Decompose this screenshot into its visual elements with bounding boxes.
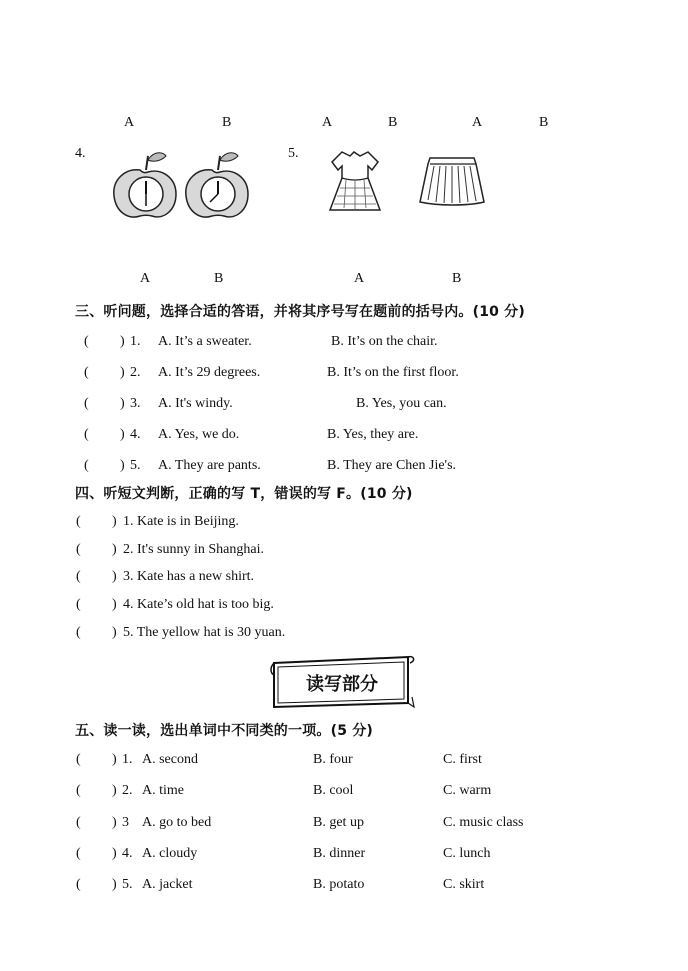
option-a: A. It's windy. [158, 396, 233, 411]
answer-paren-open[interactable]: ( [76, 752, 81, 767]
answer-paren-close: ) [112, 569, 117, 584]
answer-paren-open[interactable]: ( [76, 597, 81, 612]
answer-paren-open[interactable]: ( [84, 396, 89, 411]
listening-item [0, 365, 688, 385]
answer-paren-close: ) [112, 625, 117, 640]
option-label: A [140, 271, 151, 286]
judgement-item [0, 625, 688, 645]
statement-text: 5. The yellow hat is 30 yuan. [123, 625, 286, 640]
odd-one-out-item [0, 846, 688, 866]
answer-paren-close: ) [120, 334, 125, 349]
answer-paren-open[interactable]: ( [84, 365, 89, 380]
statement-text: 4. Kate’s old hat is too big. [123, 597, 274, 612]
answer-paren-open[interactable]: ( [76, 846, 81, 861]
statement-text: 3. Kate has a new shirt. [123, 569, 255, 584]
answer-paren-close: ) [112, 877, 117, 892]
answer-paren-close: ) [120, 365, 125, 380]
answer-paren-close: ) [112, 542, 117, 557]
answer-paren-open[interactable]: ( [76, 569, 81, 584]
option-label: B [539, 115, 549, 130]
answer-paren-close: ) [112, 514, 117, 529]
answer-paren-close: ) [112, 846, 117, 861]
item-number: 4. [122, 846, 133, 861]
answer-paren-open[interactable]: ( [84, 458, 89, 473]
item-number: 3. [130, 396, 141, 411]
option-c: C. music class [443, 815, 524, 830]
answer-paren-open[interactable]: ( [76, 542, 81, 557]
statement-text: 2. It's sunny in Shanghai. [123, 542, 264, 557]
item-number: 4. [130, 427, 141, 442]
answer-paren-open[interactable]: ( [76, 514, 81, 529]
option-b: B. They are Chen Jie's. [327, 458, 457, 473]
item-number: 2. [130, 365, 141, 380]
option-a: A. cloudy [142, 846, 198, 861]
option-a: A. They are pants. [158, 458, 261, 473]
answer-paren-close: ) [120, 396, 125, 411]
judgement-item [0, 597, 688, 617]
option-label: A [354, 271, 365, 286]
option-label: B [214, 271, 224, 286]
option-c: C. first [443, 752, 482, 767]
option-label: A [124, 115, 135, 130]
option-b: B. cool [313, 783, 354, 798]
answer-paren-open[interactable]: ( [76, 877, 81, 892]
item-number: 5. [122, 877, 133, 892]
item-number: 1. [122, 752, 133, 767]
option-label: B [452, 271, 462, 286]
apple-clock-icons [110, 150, 260, 225]
question-number: 4. [75, 146, 86, 161]
section-5-heading: 五、读一读，选出单词中不同类的一项。(5 分) [75, 723, 374, 739]
question-number: 5. [288, 146, 299, 161]
item-number: 3 [122, 815, 129, 830]
answer-paren-open[interactable]: ( [76, 815, 81, 830]
answer-paren-close: ) [120, 458, 125, 473]
option-c: C. lunch [443, 846, 491, 861]
statement-text: 1. Kate is in Beijing. [123, 514, 239, 529]
answer-paren-close: ) [112, 815, 117, 830]
option-b: B. Yes, you can. [356, 396, 447, 411]
option-a: A. Yes, we do. [158, 427, 240, 442]
section-3-heading: 三、听问题，选择合适的答语，并将其序号写在题前的括号内。(10 分) [75, 304, 525, 320]
option-b: B. dinner [313, 846, 366, 861]
answer-paren-close: ) [112, 752, 117, 767]
option-a: A. jacket [142, 877, 193, 892]
answer-paren-open[interactable]: ( [84, 427, 89, 442]
item-number: 1. [130, 334, 141, 349]
option-b: B. It’s on the chair. [331, 334, 438, 349]
answer-paren-open[interactable]: ( [76, 783, 81, 798]
option-b: B. Yes, they are. [327, 427, 419, 442]
listening-item [0, 396, 688, 416]
listening-item [0, 427, 688, 447]
item-number: 5. [130, 458, 141, 473]
answer-paren-close: ) [112, 597, 117, 612]
answer-paren-open[interactable]: ( [84, 334, 89, 349]
option-label: A [322, 115, 333, 130]
part-title: 读写部分 [306, 674, 378, 695]
option-b: B. potato [313, 877, 365, 892]
apple-clock-icon-a [114, 153, 176, 217]
option-a: A. second [142, 752, 198, 767]
option-c: C. warm [443, 783, 492, 798]
odd-one-out-item [0, 877, 688, 897]
odd-one-out-item [0, 815, 688, 835]
option-a: A. go to bed [142, 815, 212, 830]
dress-icon [330, 152, 380, 210]
option-c: C. skirt [443, 877, 485, 892]
answer-paren-close: ) [112, 783, 117, 798]
odd-one-out-item [0, 783, 688, 803]
judgement-item [0, 514, 688, 534]
section-4-heading: 四、听短文判断，正确的写 T，错误的写 F。(10 分) [75, 486, 413, 502]
skirt-icon [420, 158, 484, 205]
option-b: B. four [313, 752, 353, 767]
judgement-item [0, 542, 688, 562]
option-a: A. time [142, 783, 184, 798]
item-number: 2. [122, 783, 133, 798]
option-label: A [472, 115, 483, 130]
option-label: B [222, 115, 232, 130]
option-label: B [388, 115, 398, 130]
clothing-icons [320, 148, 490, 218]
answer-paren-close: ) [120, 427, 125, 442]
option-a: A. It’s a sweater. [158, 334, 252, 349]
option-a: A. It’s 29 degrees. [158, 365, 261, 380]
judgement-item [0, 569, 688, 589]
answer-paren-open[interactable]: ( [76, 625, 81, 640]
odd-one-out-item [0, 752, 688, 772]
listening-item [0, 458, 688, 478]
option-b: B. It’s on the first floor. [327, 365, 459, 380]
apple-clock-icon-b [186, 153, 248, 217]
option-b: B. get up [313, 815, 364, 830]
listening-item [0, 334, 688, 354]
